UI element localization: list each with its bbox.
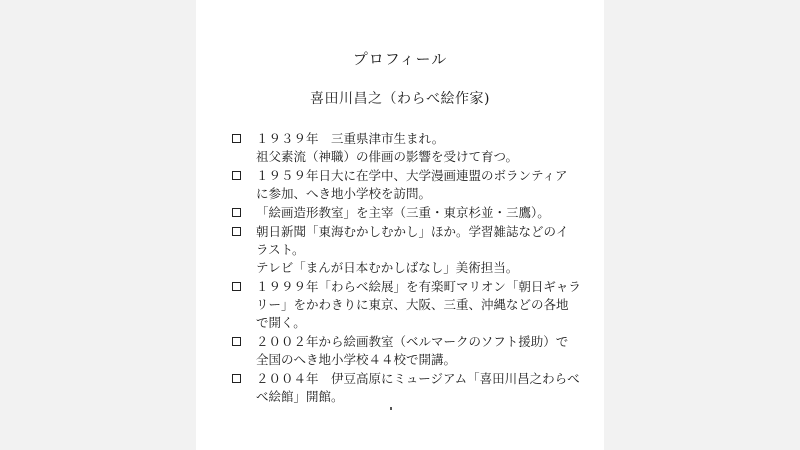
checkbox-icon: [232, 171, 241, 180]
scan-speck: [390, 407, 392, 410]
entry-line: １９９９年「わらべ絵展」を有楽町マリオン「朝日ギャラ: [256, 279, 581, 294]
checkbox-icon: [232, 227, 241, 236]
checkbox-icon: [232, 208, 241, 217]
checkbox-icon: [232, 282, 241, 291]
document-sheet: [196, 0, 604, 450]
profile-entry: [232, 370, 602, 406]
entry-line: テレビ「まんが日本むかしばなし」美術担当。: [256, 260, 519, 275]
entry-line: ２００２年から絵画教室（ベルマークのソフト援助）で: [256, 334, 569, 349]
entry-line: ラスト。: [256, 242, 305, 257]
checkbox-icon: [232, 374, 241, 383]
entry-line: ２００４年 伊豆高原にミュージアム「喜田川昌之わらべ: [256, 371, 580, 386]
entry-line: 「絵画造形教室」を主宰（三重・東京杉並・三鷹）。: [256, 205, 550, 220]
checkbox-icon: [232, 134, 241, 143]
entry-line: べ絵館」開館。: [256, 389, 344, 404]
entry-line: に参加、へき地小学校を訪問。: [256, 186, 432, 201]
profile-entry: [232, 278, 602, 332]
profile-entry: [232, 333, 602, 369]
profile-entry: [232, 130, 602, 166]
profile-entry: [232, 204, 602, 222]
entry-line: で開く。: [256, 315, 306, 330]
entry-line: 祖父素流（神職）の俳画の影響を受けて育つ。: [256, 149, 519, 164]
author-name: 喜田川昌之（わらべ絵作家): [310, 91, 490, 107]
entry-line: １９５９年日大に在学中、大学漫画連盟のボランティア: [256, 168, 568, 183]
entry-line: １９３９年 三重県津市生まれ。: [256, 131, 445, 146]
profile-list: [232, 130, 602, 406]
profile-entry: [232, 167, 602, 203]
document-title: プロフィール: [352, 50, 448, 68]
entry-line: リー」をかわきりに東京、大阪、三重、沖縄などの各地: [256, 297, 569, 312]
entry-line: 全国のへき地小学校４４校で開講。: [256, 352, 457, 367]
checkbox-icon: [232, 337, 241, 346]
profile-entry: [232, 223, 602, 277]
entry-line: 朝日新聞「東海むかしむかし」ほか。学習雑誌などのイ: [256, 224, 569, 239]
